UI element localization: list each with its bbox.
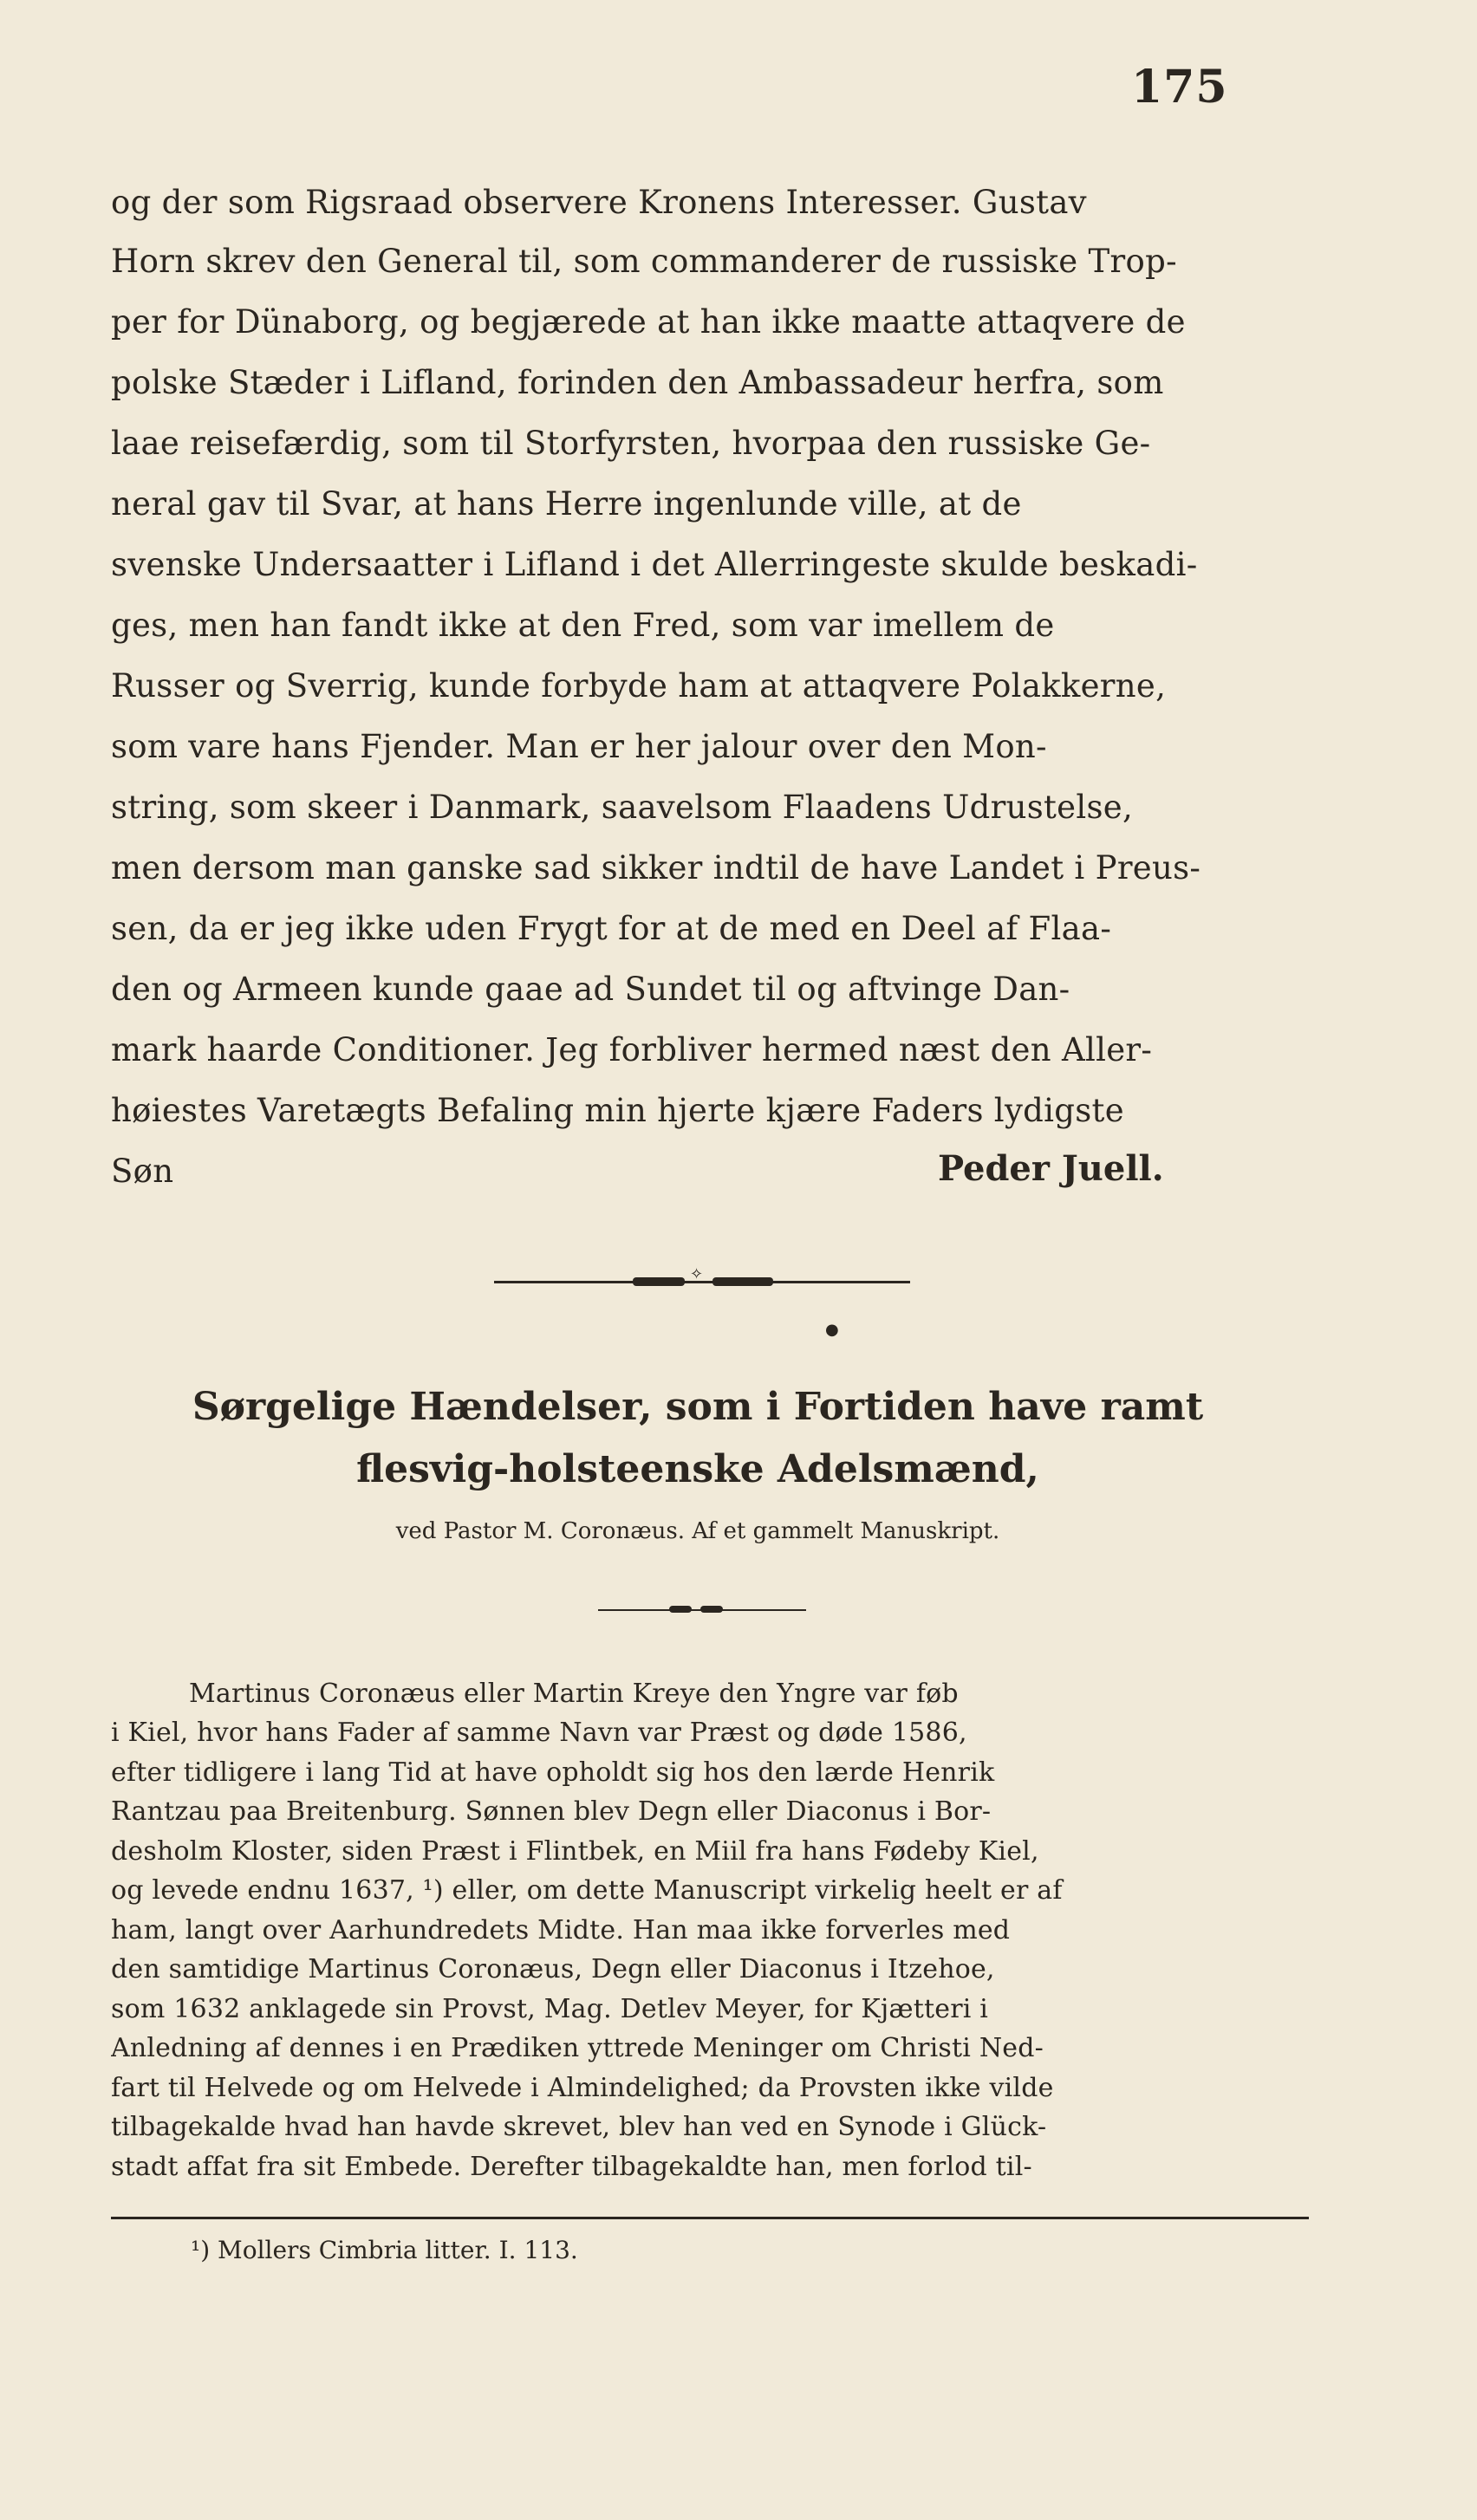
- small-divider-ornament-right: [700, 1606, 723, 1613]
- article-line: Anledning af dennes i en Prædiken yttrede Meninger om Christi Ned-: [111, 2033, 1044, 2063]
- article-line: den samtidige Martinus Coronæus, Degn eller Diaconus i Itzehoe,: [111, 1954, 995, 1984]
- footnote-rule: [111, 2217, 1309, 2219]
- letter-line: men dersom man ganske sad sikker indtil de have Landet i Preus-: [111, 849, 1201, 887]
- letter-line: neral gav til Svar, at hans Herre ingenlunde ville, at de: [111, 485, 1022, 523]
- letter-line: som vare hans Fjender. Man er her jalour over den Mon-: [111, 728, 1047, 765]
- article-line: desholm Kloster, siden Præst i Flintbek, en Miil fra hans Fødeby Kiel,: [111, 1836, 1039, 1867]
- letter-line: Russer og Sverrig, kunde forbyde ham at attaqvere Polakkerne,: [111, 667, 1167, 705]
- article-line: i Kiel, hvor hans Fader af samme Navn var Præst og døde 1586,: [111, 1718, 967, 1748]
- page-number: 175: [1131, 61, 1228, 114]
- letter-line: ges, men han fandt ikke at den Fred, som var imellem de: [111, 607, 1055, 644]
- letter-line: og der som Rigsraad observere Kronens Interesser. Gustav: [111, 184, 1087, 221]
- small-divider-ornament-left: [669, 1606, 692, 1613]
- divider-ornament-right: [712, 1277, 773, 1286]
- letter-line: string, som skeer i Danmark, saavelsom Flaadens Udrustelse,: [111, 789, 1134, 826]
- article-line: og levede endnu 1637, ¹) eller, om dette Manuscript virkelig heelt er af: [111, 1875, 1063, 1906]
- article-byline: ved Pastor M. Coronæus. Af et gammelt Manuskript.: [395, 1518, 1000, 1544]
- letter-line: laae reisefærdig, som til Storfyrsten, hvorpaa den russiske Ge-: [111, 425, 1151, 462]
- article-line: tilbagekalde hvad han havde skrevet, blev han ved en Synode i Glück-: [111, 2112, 1047, 2142]
- footnote: ¹) Mollers Cimbria litter. I. 113.: [191, 2236, 578, 2264]
- article-line: fart til Helvede og om Helvede i Almindelighed; da Provsten ikke vilde: [111, 2073, 1054, 2103]
- article-line: Rantzau paa Breitenburg. Sønnen blev Degn eller Diaconus i Bor-: [111, 1796, 992, 1827]
- article-line: ham, langt over Aarhundredets Midte. Han maa ikke forverles med: [111, 1915, 1011, 1945]
- signature: Peder Juell.: [938, 1148, 1164, 1189]
- divider-dot: ●: [825, 1321, 839, 1339]
- article-line: Martinus Coronæus eller Martin Kreye den Yngre var føb: [189, 1679, 959, 1709]
- article-line: efter tidligere i lang Tid at have opholdt sig hos den lærde Henrik: [111, 1757, 995, 1788]
- letter-line: Horn skrev den General til, som commanderer de russiske Trop-: [111, 243, 1177, 280]
- letter-line: sen, da er jeg ikke uden Frygt for at de med en Deel af Flaa-: [111, 910, 1112, 947]
- article-line: som 1632 anklagede sin Provst, Mag. Detlev Meyer, for Kjætteri i: [111, 1994, 989, 2024]
- letter-line: mark haarde Conditioner. Jeg forbliver hermed næst den Aller-: [111, 1031, 1153, 1068]
- letter-line: per for Dünaborg, og begjærede at han ikke maatte attaqvere de: [111, 303, 1186, 341]
- article-line: stadt affat fra sit Embede. Derefter tilbagekaldte han, men forlod til-: [111, 2152, 1032, 2182]
- article-title-line2: flesvig-holsteenske Adelsmænd,: [356, 1447, 1039, 1491]
- letter-line: høiestes Varetægts Befaling min hjerte kjære Faders lydigste: [111, 1092, 1124, 1129]
- letter-line: svenske Undersaatter i Lifland i det Allerringeste skulde beskadi-: [111, 546, 1198, 583]
- closing-word: Søn: [111, 1153, 174, 1190]
- article-title-line1: Sørgelige Hændelser, som i Fortiden have ramt: [192, 1385, 1204, 1429]
- divider-ornament-left: [633, 1277, 685, 1286]
- letter-line: den og Armeen kunde gaae ad Sundet til og aftvinge Dan-: [111, 971, 1070, 1008]
- divider-ornament-center: ✧: [690, 1265, 704, 1283]
- letter-line: polske Stæder i Lifland, forinden den Ambassadeur herfra, som: [111, 364, 1164, 401]
